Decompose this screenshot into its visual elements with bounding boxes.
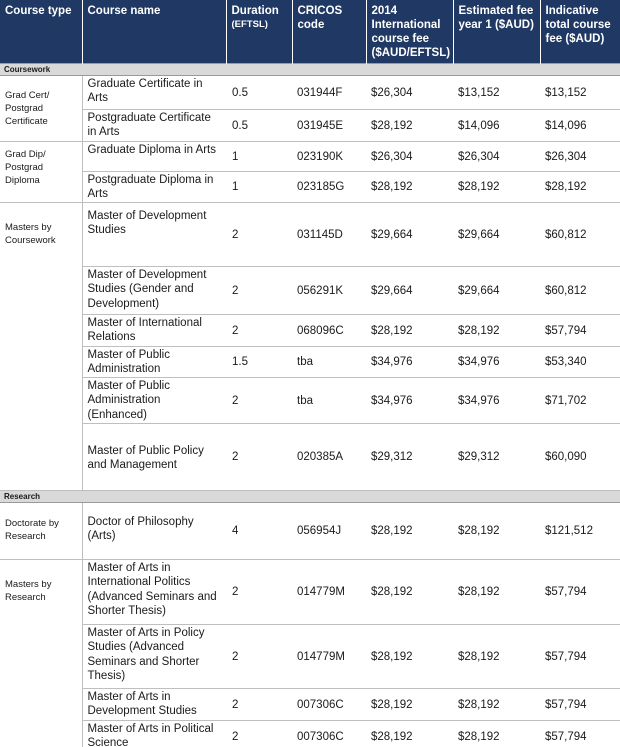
year1-fee-cell: $34,976 [453,346,540,377]
course-name-cell: Master of Arts in International Politics (Advanced Seminars and Shorter Thesis) [82,559,226,624]
course-type-cell: Masters by Research [0,559,82,747]
duration-cell: 2 [226,559,292,624]
header-cricos: CRICOS code [292,0,366,63]
header-course-name: Course name [82,0,226,63]
duration-cell: 2 [226,314,292,346]
intl-fee-cell: $34,976 [366,346,453,377]
total-fee-cell: $57,794 [540,624,620,688]
total-fee-cell: $60,090 [540,423,620,490]
course-name-cell: Postgraduate Diploma in Arts [82,171,226,202]
duration-cell: 0.5 [226,75,292,109]
table-row [0,75,620,109]
course-name-cell: Graduate Diploma in Arts [82,141,226,171]
total-fee-cell: $14,096 [540,109,620,141]
table-row [0,688,620,720]
cricos-cell: 020385A [292,423,366,490]
year1-fee-cell: $28,192 [453,720,540,747]
intl-fee-cell: $28,192 [366,314,453,346]
cricos-cell: 007306C [292,720,366,747]
course-name-cell: Postgraduate Certificate in Arts [82,109,226,141]
intl-fee-cell: $28,192 [366,624,453,688]
cricos-cell: 014779M [292,559,366,624]
cricos-cell: 023185G [292,171,366,202]
header-duration-unit: (EFTSL) [231,19,268,30]
intl-fee-cell: $29,664 [366,266,453,314]
section-row [0,490,620,502]
course-name-cell: Master of Development Studies [82,202,226,266]
cricos-cell: 031945E [292,109,366,141]
intl-fee-cell: $29,312 [366,423,453,490]
table-row [0,266,620,314]
table-row [0,624,620,688]
duration-cell: 2 [226,202,292,266]
cricos-cell: 031145D [292,202,366,266]
duration-cell: 4 [226,502,292,559]
total-fee-cell: $121,512 [540,502,620,559]
duration-cell: 0.5 [226,109,292,141]
duration-cell: 2 [226,688,292,720]
course-name-cell: Master of Public Administration [82,346,226,377]
total-fee-cell: $57,794 [540,559,620,624]
year1-fee-cell: $28,192 [453,171,540,202]
course-type-cell: Doctorate by Research [0,502,82,559]
header-row [0,0,620,63]
table-row [0,314,620,346]
cricos-cell: 023190K [292,141,366,171]
duration-cell: 2 [226,423,292,490]
year1-fee-cell: $28,192 [453,624,540,688]
course-name-cell: Doctor of Philosophy (Arts) [82,502,226,559]
cricos-cell: 056291K [292,266,366,314]
section-label: Research [0,490,620,502]
cricos-cell: tba [292,346,366,377]
header-duration: Duration (EFTSL) [226,0,292,63]
year1-fee-cell: $26,304 [453,141,540,171]
intl-fee-cell: $28,192 [366,688,453,720]
course-name-cell: Graduate Certificate in Arts [82,75,226,109]
section-row [0,63,620,75]
duration-cell: 1 [226,171,292,202]
course-type-cell: Grad Dip/ Postgrad Diploma [0,141,82,202]
duration-cell: 1.5 [226,346,292,377]
cricos-cell: 056954J [292,502,366,559]
header-intl-fee: 2014 International course fee ($AUD/EFTSL) [366,0,453,63]
total-fee-cell: $57,794 [540,688,620,720]
course-name-cell: Master of Development Studies (Gender and Development) [82,266,226,314]
intl-fee-cell: $28,192 [366,559,453,624]
table-row [0,109,620,141]
duration-cell: 2 [226,720,292,747]
course-name-cell: Master of Arts in Political Science [82,720,226,747]
table-row [0,720,620,747]
header-course-type: Course type [0,0,82,63]
table-row [0,171,620,202]
course-type-cell: Masters by Coursework [0,202,82,490]
course-name-cell: Master of Public Administration (Enhanced) [82,377,226,423]
total-fee-cell: $26,304 [540,141,620,171]
table-row [0,377,620,423]
section-label: Coursework [0,63,620,75]
intl-fee-cell: $28,192 [366,109,453,141]
intl-fee-cell: $34,976 [366,377,453,423]
table-row [0,502,620,559]
year1-fee-cell: $34,976 [453,377,540,423]
table-row [0,346,620,377]
intl-fee-cell: $29,664 [366,202,453,266]
cricos-cell: tba [292,377,366,423]
year1-fee-cell: $28,192 [453,688,540,720]
course-name-cell: Master of Arts in Policy Studies (Advanced Seminars and Shorter Thesis) [82,624,226,688]
header-year1-fee: Estimated fee year 1 ($AUD) [453,0,540,63]
year1-fee-cell: $14,096 [453,109,540,141]
year1-fee-cell: $28,192 [453,314,540,346]
intl-fee-cell: $28,192 [366,502,453,559]
course-type-cell: Grad Cert/ Postgrad Certificate [0,75,82,141]
intl-fee-cell: $26,304 [366,141,453,171]
header-total-fee: Indicative total course fee ($AUD) [540,0,620,63]
total-fee-cell: $28,192 [540,171,620,202]
total-fee-cell: $60,812 [540,202,620,266]
year1-fee-cell: $28,192 [453,502,540,559]
year1-fee-cell: $28,192 [453,559,540,624]
course-name-cell: Master of Public Policy and Management [82,423,226,490]
total-fee-cell: $57,794 [540,720,620,747]
intl-fee-cell: $28,192 [366,171,453,202]
intl-fee-cell: $28,192 [366,720,453,747]
year1-fee-cell: $29,312 [453,423,540,490]
total-fee-cell: $71,702 [540,377,620,423]
intl-fee-cell: $26,304 [366,75,453,109]
duration-cell: 1 [226,141,292,171]
year1-fee-cell: $13,152 [453,75,540,109]
duration-cell: 2 [226,266,292,314]
course-name-cell: Master of Arts in Development Studies [82,688,226,720]
duration-cell: 2 [226,377,292,423]
cricos-cell: 031944F [292,75,366,109]
duration-cell: 2 [226,624,292,688]
total-fee-cell: $13,152 [540,75,620,109]
table-row [0,559,620,624]
cricos-cell: 068096C [292,314,366,346]
table-row [0,423,620,490]
year1-fee-cell: $29,664 [453,266,540,314]
year1-fee-cell: $29,664 [453,202,540,266]
course-name-cell: Master of International Relations [82,314,226,346]
total-fee-cell: $57,794 [540,314,620,346]
cricos-cell: 014779M [292,624,366,688]
total-fee-cell: $60,812 [540,266,620,314]
table-row [0,141,620,171]
table-row [0,202,620,266]
cricos-cell: 007306C [292,688,366,720]
total-fee-cell: $53,340 [540,346,620,377]
